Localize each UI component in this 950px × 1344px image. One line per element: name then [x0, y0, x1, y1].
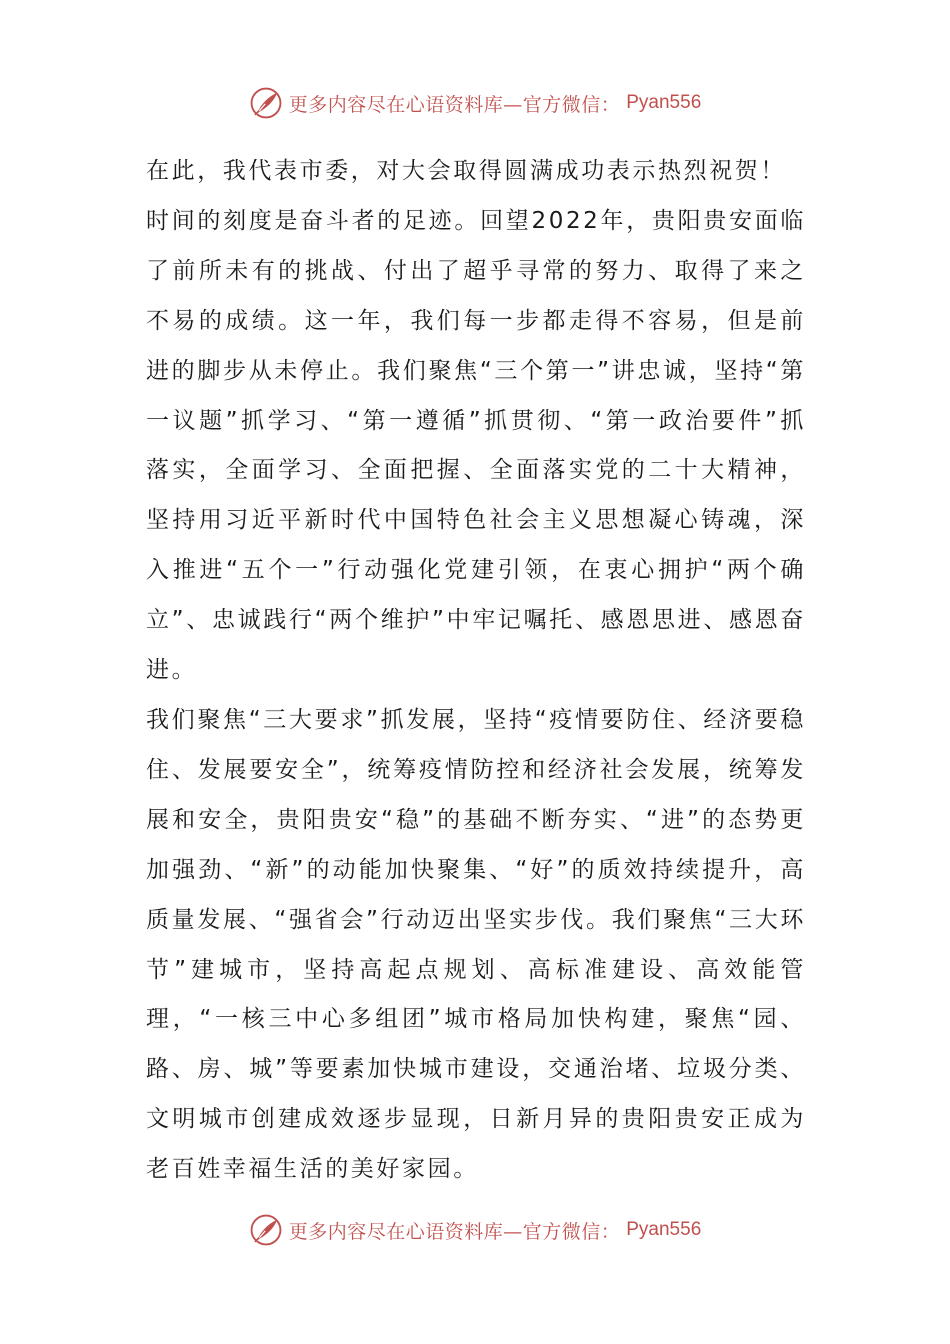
header-wechat-id: Pyan556 — [626, 92, 702, 113]
header-banner-text: 更多内容尽在心语资料库—官方微信： — [288, 93, 621, 116]
footer-banner-text: 更多内容尽在心语资料库—官方微信： — [288, 1220, 621, 1243]
header-banner-content — [249, 86, 702, 120]
header-banner — [0, 83, 950, 123]
footer-banner-content — [249, 1213, 702, 1247]
document-body — [146, 147, 806, 1195]
quill-pen-logo-icon — [249, 1213, 283, 1247]
footer-banner — [0, 1210, 950, 1250]
paragraph-review-2022: 时间的刻度是奋斗者的足迹。回望2022年，贵阳贵安面临了前所未有的挑战、付出了超乎寻常的努力、取得了来之不易的成绩。这一年，我们每一步都走得不容易，但是前进的脚步从未停止。我们聚焦“三个第一”讲忠诚，坚持“第一议题”抓学习、“第一遵循”抓贯彻、“第一政治要件”抓落实，全面学习、全面把握、全面落实党的二十大精神，坚持用习近平新时代中国特色社会主义思想凝心铸魂，深入推进“五个一”行动强化党建引领，在衷心拥护“两个确立”、忠诚践行“两个维护”中牢记嘱托、感恩思进、感恩奋进。 — [146, 207, 806, 684]
paragraph-congratulations: 在此，我代表市委，对大会取得圆满成功表示热烈祝贺！ — [146, 158, 786, 184]
footer-wechat-id: Pyan556 — [626, 1219, 702, 1240]
paragraph-development: 我们聚焦“三大要求”抓发展，坚持“疫情要防住、经济要稳住、发展要安全”，统筹疫情防控和经济社会发展，统筹发展和安全，贵阳贵安“稳”的基础不断夯实、“进”的态势更加强劲、“新”的动能加快聚集、“好”的质效持续提升，高质量发展、“强省会”行动迈出坚实步伐。我们聚焦“三大环节”建城市，坚持高起点规划、高标准建设、高效能管理，“一核三中心多组团”城市格局加快构建，聚焦“园、路、房、城”等要素加快城市建设，交通治堵、垃圾分类、文明城市创建成效逐步显现，日新月异的贵阳贵安正成为老百姓幸福生活的美好家园。 — [146, 706, 806, 1183]
quill-pen-logo-icon — [249, 86, 283, 120]
